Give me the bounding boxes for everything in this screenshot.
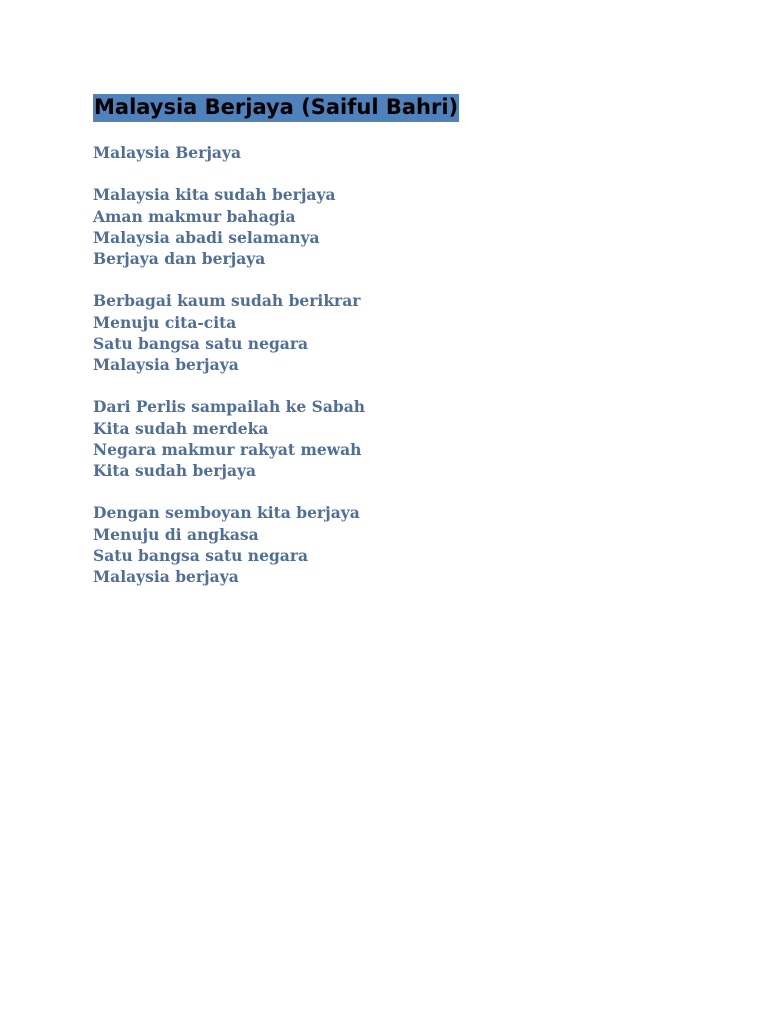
lyrics-body — [93, 142, 365, 608]
lyric-line: Negara makmur rakyat mewah — [93, 439, 362, 459]
lyric-line: Aman makmur bahagia — [93, 206, 296, 226]
lyric-line: Menuju cita-cita — [93, 312, 237, 332]
lyric-line: Malaysia abadi selamanya — [93, 227, 320, 247]
lyric-line: Dari Perlis sampailah ke Sabah — [93, 397, 366, 417]
lyric-line: Dengan semboyan kita berjaya — [93, 503, 360, 523]
lyric-line: Malaysia kita sudah berjaya — [93, 185, 336, 205]
lyric-line: Satu bangsa satu negara — [93, 545, 309, 565]
stanza-3 — [93, 396, 365, 481]
lyric-line: Kita sudah merdeka — [93, 418, 269, 438]
lyrics-subtitle: Malaysia Berjaya — [93, 143, 242, 162]
lyric-line: Malaysia berjaya — [93, 567, 239, 586]
stanza-4 — [93, 502, 365, 587]
lyric-line: Berjaya dan berjaya — [93, 249, 266, 268]
lyric-line: Menuju di angkasa — [93, 524, 259, 544]
stanza-2 — [93, 290, 365, 375]
lyric-line: Malaysia berjaya — [93, 355, 239, 374]
lyric-line: Satu bangsa satu negara — [93, 333, 309, 353]
stanza-1 — [93, 184, 365, 269]
lyric-line: Berbagai kaum sudah berikrar — [93, 291, 361, 311]
lyric-line: Kita sudah berjaya — [93, 461, 257, 480]
document-title: Malaysia Berjaya (Saiful Bahri) — [93, 94, 459, 122]
lyrics-subtitle-block — [93, 142, 365, 163]
